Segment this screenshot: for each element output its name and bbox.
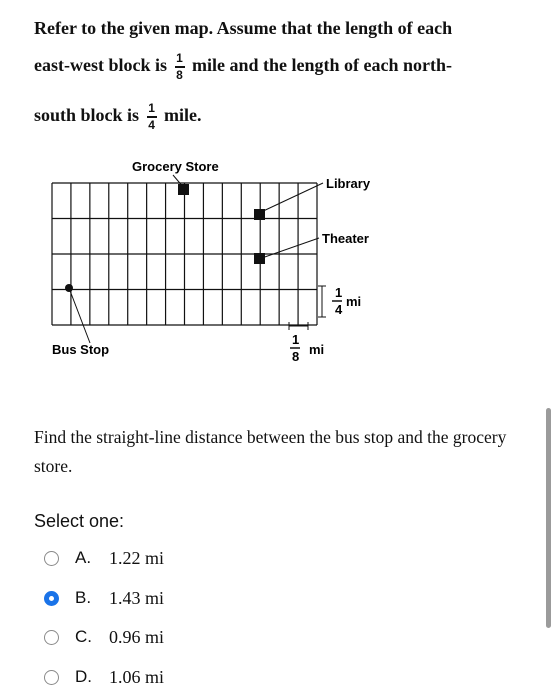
ew-numerator: 1 xyxy=(176,51,183,65)
grocery-store-marker xyxy=(178,184,189,195)
ns-numerator: 1 xyxy=(148,101,155,115)
library-label: Library xyxy=(326,176,371,191)
question-text: east-west block is xyxy=(34,55,167,76)
ns-scale-den: 4 xyxy=(335,302,343,317)
bus-stop-marker xyxy=(65,284,73,292)
library-marker xyxy=(254,209,265,220)
ew-scale-num: 1 xyxy=(292,332,300,347)
scrollbar[interactable] xyxy=(546,408,551,628)
ns-scale-num: 1 xyxy=(335,285,343,300)
question-line-3 xyxy=(34,102,202,132)
ew-scale-unit: mi xyxy=(309,342,325,357)
bus-stop-label: Bus Stop xyxy=(52,342,110,357)
option-text: 1.22 mi xyxy=(109,547,165,568)
question-line-2 xyxy=(34,52,452,82)
ns-scale-unit: mi xyxy=(346,294,362,309)
option-b[interactable] xyxy=(44,585,164,611)
radio-d[interactable] xyxy=(44,670,59,685)
radio-c[interactable] xyxy=(44,630,59,645)
grocery-store-label: Grocery Store xyxy=(132,159,219,174)
option-letter: C. xyxy=(75,627,92,646)
theater-label: Theater xyxy=(322,231,369,246)
city-map xyxy=(34,147,437,390)
option-d[interactable] xyxy=(44,664,164,690)
option-letter: D. xyxy=(75,667,92,686)
ew-denominator: 8 xyxy=(176,68,183,82)
question-line-1: Refer to the given map. Assume that the length of each xyxy=(34,18,453,38)
question-text: mile. xyxy=(164,105,202,126)
radio-a[interactable] xyxy=(44,551,59,566)
radio-b-checked[interactable] xyxy=(44,591,59,606)
ew-fraction xyxy=(175,52,185,82)
ns-denominator: 4 xyxy=(148,118,155,132)
option-letter: A. xyxy=(75,548,92,567)
option-c[interactable] xyxy=(44,624,164,650)
option-letter: B. xyxy=(75,588,92,607)
question-text: mile and the length of each north- xyxy=(192,55,452,76)
question-text: south block is xyxy=(34,105,140,126)
ns-fraction xyxy=(147,102,157,132)
option-text: 1.43 mi xyxy=(109,587,165,608)
option-a[interactable] xyxy=(44,545,164,571)
select-one-label: Select one: xyxy=(34,511,125,531)
question-prompt: Find the straight-line distance between the bus stop and the grocery store. xyxy=(34,427,507,476)
ew-scale-den: 8 xyxy=(292,349,300,364)
option-text: 0.96 mi xyxy=(109,626,165,647)
theater-marker xyxy=(254,253,265,264)
option-text: 1.06 mi xyxy=(109,666,165,687)
